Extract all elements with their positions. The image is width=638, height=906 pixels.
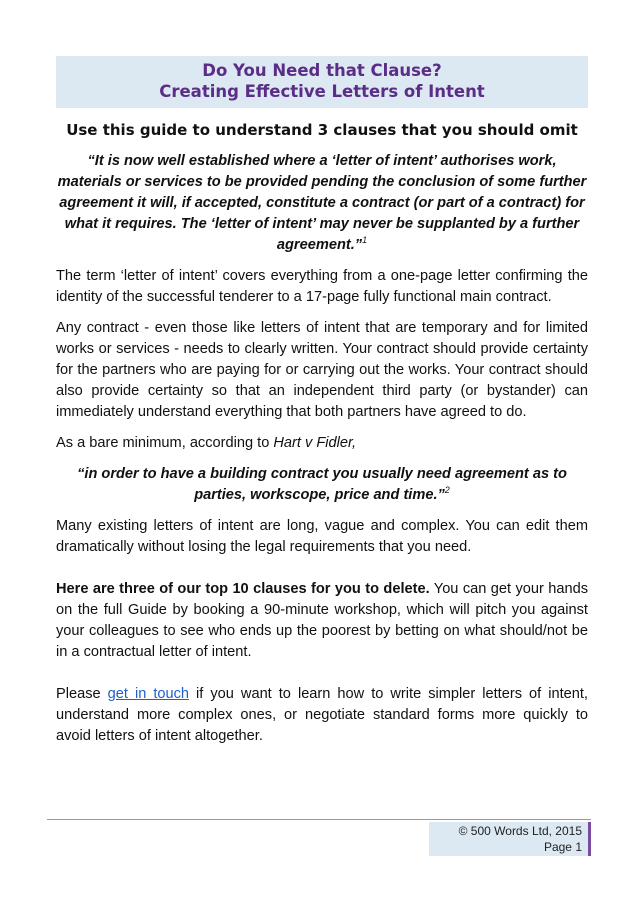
page-subtitle: Creating Effective Letters of Intent bbox=[159, 82, 485, 101]
bare-minimum-text: As a bare minimum, according to bbox=[56, 435, 274, 451]
contact-lead: Please bbox=[56, 686, 108, 702]
footnote-ref-2[interactable]: 2 bbox=[444, 485, 450, 496]
case-quote-text: “in order to have a building contract you usually need agreement as to parties, workscope, price and time.” bbox=[77, 466, 567, 503]
case-quote bbox=[56, 464, 588, 506]
page-title: Do You Need that Clause? bbox=[202, 61, 442, 80]
footer-page-number: Page 1 bbox=[543, 840, 582, 854]
paragraph-contact bbox=[56, 684, 588, 747]
opening-quote-text: “It is now well established where a ‘letter of intent’ authorises work, materials or services to be provided pending the conclusion of some further agreement it will, if accepted, constitute a contract (or part of a contract) for what it requires. The ‘letter of intent’ may never be supplanted by a further agreement.” bbox=[57, 153, 587, 253]
paragraph-bare-minimum bbox=[56, 433, 588, 454]
footer-copyright: © 500 Words Ltd, 2015 bbox=[458, 824, 582, 838]
top-clauses-lead: Here are three of our top 10 clauses for you to delete. bbox=[56, 581, 430, 597]
get-in-touch-link[interactable]: get in touch bbox=[107, 686, 190, 702]
contact-rest: if you want to learn how to write simpler letters of intent, understand more complex ones, or negotiate standard forms more quickly to avoid letters of intent altogether. bbox=[56, 686, 588, 744]
footer-divider bbox=[47, 819, 591, 820]
opening-quote bbox=[56, 151, 588, 256]
case-name: Hart v Fidler, bbox=[273, 435, 357, 451]
top-clauses-rest: You can get your hands on the full Guide by booking a 90-minute workshop, which will pitch you against your colleagues to see who ends up the poorest by betting on what should/not be in a contractual letter of intent. bbox=[56, 581, 589, 660]
paragraph-top-clauses bbox=[56, 579, 588, 663]
title-banner bbox=[56, 56, 588, 108]
page-footer bbox=[429, 822, 591, 856]
paragraph-existing-letters: Many existing letters of intent are long, vague and complex. You can edit them dramatically without losing the legal requirements that you need. bbox=[56, 518, 588, 555]
footnote-ref-1[interactable]: 1 bbox=[362, 235, 368, 246]
document-page bbox=[56, 56, 588, 747]
guide-intro: Use this guide to understand 3 clauses that you should omit bbox=[66, 121, 578, 139]
paragraph-letter-of-intent-scope: The term ‘letter of intent’ covers everything from a one-page letter confirming the identity of the successful tenderer to a 17-page fully functional main contract. bbox=[56, 268, 588, 305]
paragraph-contract-certainty: Any contract - even those like letters of intent that are temporary and for limited works or services - needs to clearly written. Your contract should provide certainty for the partners who are paying for or carrying out the works. Your contract should also provide certainty so that an independent third party (or bystander) can immediately understand everything that both partners have agreed to do. bbox=[56, 320, 588, 420]
